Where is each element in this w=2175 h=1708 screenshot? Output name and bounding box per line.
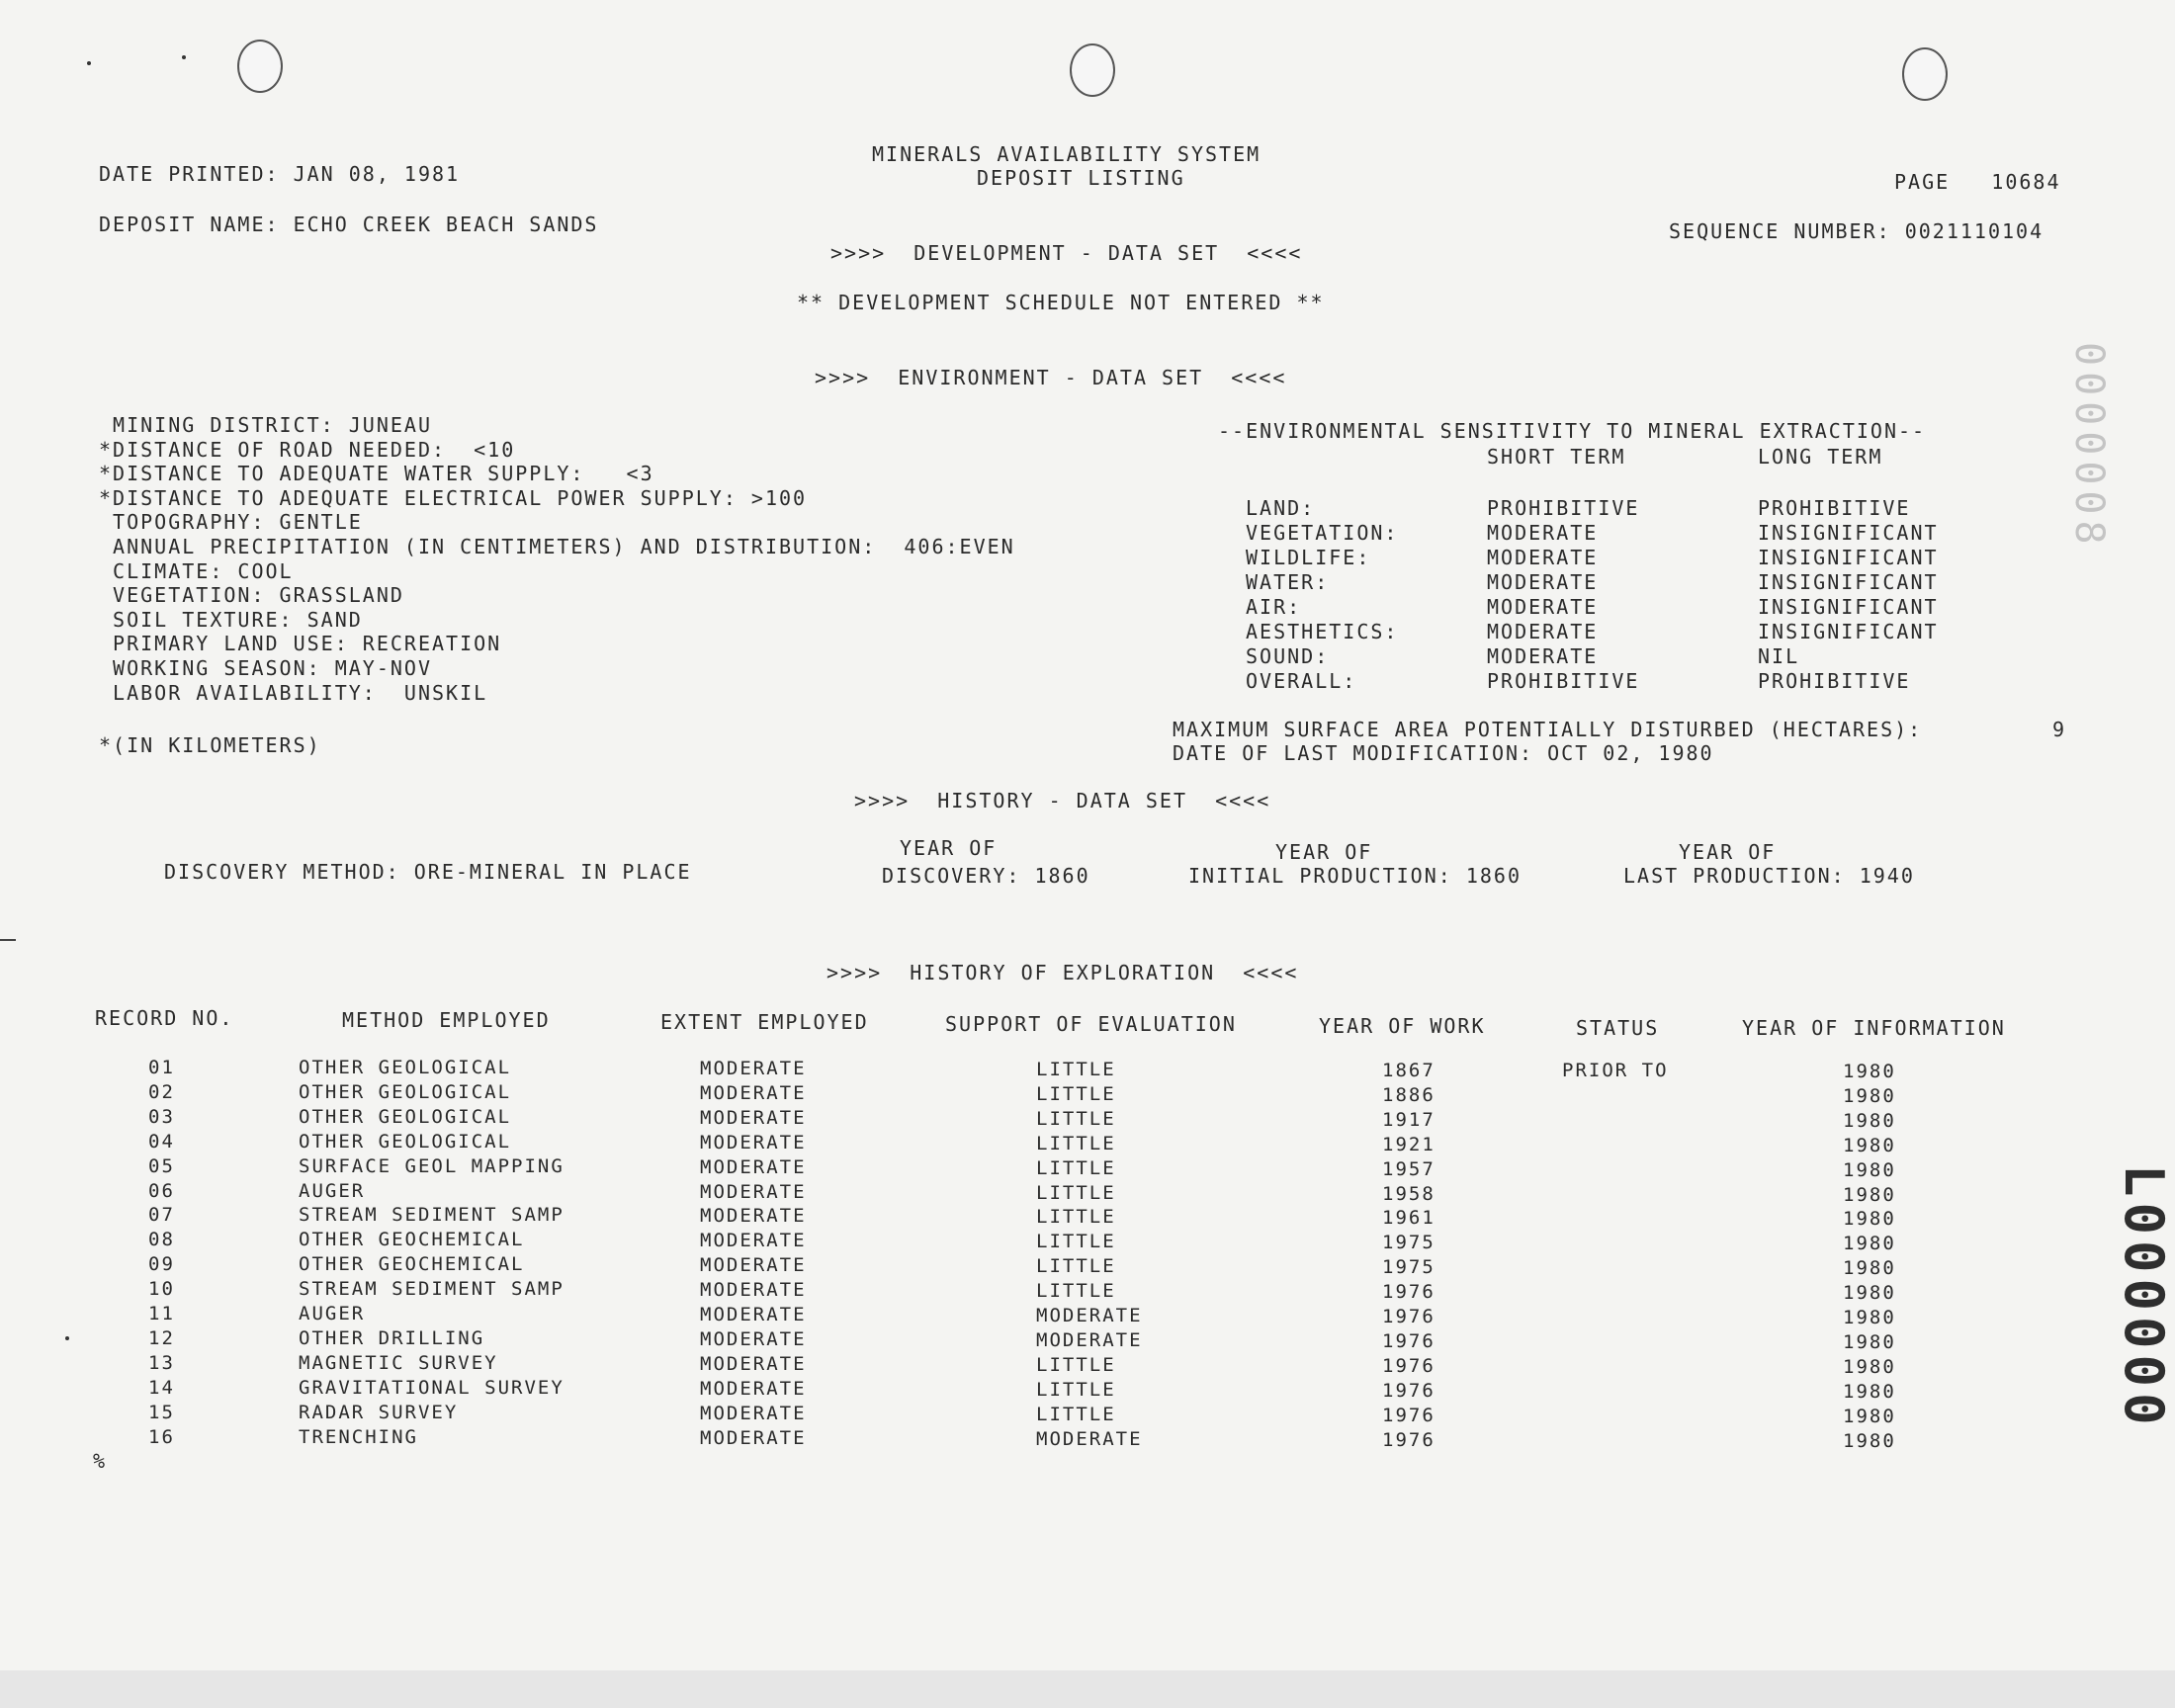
initial-year-label: YEAR OF xyxy=(1275,840,1373,864)
sensitivity-label: AESTHETICS: xyxy=(1246,620,1399,643)
record-no: 13 xyxy=(148,1351,175,1374)
binder-hole-right xyxy=(1902,47,1948,101)
sensitivity-long-term: PROHIBITIVE xyxy=(1758,496,1911,520)
record-no: 10 xyxy=(148,1278,175,1301)
ink-speck xyxy=(87,61,91,65)
extent-employed: MODERATE xyxy=(700,1352,807,1375)
col-method-employed: METHOD EMPLOYED xyxy=(342,1008,551,1032)
sensitivity-long-term: PROHIBITIVE xyxy=(1758,669,1911,693)
support-of-evaluation: LITTLE xyxy=(1036,1132,1116,1154)
year-of-work: 1917 xyxy=(1382,1108,1436,1131)
environment-line: TOPOGRAPHY: GENTLE xyxy=(99,510,363,535)
support-of-evaluation: LITTLE xyxy=(1036,1082,1116,1105)
record-no: 16 xyxy=(148,1425,175,1448)
year-of-information: 1980 xyxy=(1843,1282,1896,1305)
development-heading: >>>> DEVELOPMENT - DATA SET <<<< xyxy=(830,241,1303,265)
method-employed: STREAM SEDIMENT SAMP xyxy=(299,1204,565,1227)
extent-employed: MODERATE xyxy=(700,1205,807,1228)
year-of-work: 1976 xyxy=(1382,1428,1436,1451)
record-no: 12 xyxy=(148,1326,175,1349)
environment-line: WORKING SEASON: MAY-NOV xyxy=(99,656,432,680)
year-of-work: 1957 xyxy=(1382,1157,1436,1180)
system-title: MINERALS AVAILABILITY SYSTEM xyxy=(872,142,1262,166)
year-of-work: 1976 xyxy=(1382,1379,1436,1402)
year-of-information: 1980 xyxy=(1843,1257,1896,1280)
extent-employed: MODERATE xyxy=(700,1327,807,1350)
support-of-evaluation: MODERATE xyxy=(1036,1427,1143,1450)
year-of-information: 1980 xyxy=(1843,1109,1896,1132)
method-employed: OTHER GEOCHEMICAL xyxy=(299,1253,525,1276)
support-of-evaluation: LITTLE xyxy=(1036,1181,1116,1204)
record-no: 15 xyxy=(148,1401,175,1423)
sensitivity-label: WILDLIFE: xyxy=(1246,546,1371,569)
date-printed: DATE PRINTED: JAN 08, 1981 xyxy=(99,162,461,186)
environment-line: MINING DISTRICT: JUNEAU xyxy=(99,413,432,437)
initial-production-year: INITIAL PRODUCTION: 1860 xyxy=(1188,864,1522,888)
margin-tick xyxy=(0,939,16,941)
method-employed: RADAR SURVEY xyxy=(299,1401,459,1423)
year-of-work: 1976 xyxy=(1382,1354,1436,1377)
record-no: 01 xyxy=(148,1057,175,1078)
sensitivity-title: --ENVIRONMENTAL SENSITIVITY TO MINERAL EXTRACTION-- xyxy=(1218,419,1927,443)
kilometers-footnote: *(IN KILOMETERS) xyxy=(99,733,321,757)
sensitivity-long-term: INSIGNIFICANT xyxy=(1758,521,1939,545)
long-term-header: LONG TERM xyxy=(1758,445,1883,469)
year-of-work: 1921 xyxy=(1382,1133,1436,1155)
deposit-name: DEPOSIT NAME: ECHO CREEK BEACH SANDS xyxy=(99,213,599,236)
record-no: 04 xyxy=(148,1130,175,1153)
year-of-information: 1980 xyxy=(1843,1233,1896,1255)
sensitivity-short-term: MODERATE xyxy=(1487,644,1599,668)
support-of-evaluation: LITTLE xyxy=(1036,1378,1116,1401)
year-of-work: 1976 xyxy=(1382,1306,1436,1327)
support-of-evaluation: LITTLE xyxy=(1036,1156,1116,1179)
method-employed: OTHER GEOLOGICAL xyxy=(299,1130,512,1153)
record-no: 08 xyxy=(148,1229,175,1251)
year-of-information: 1980 xyxy=(1843,1307,1896,1328)
sensitivity-label: WATER: xyxy=(1246,570,1330,594)
extent-employed: MODERATE xyxy=(700,1230,807,1252)
sensitivity-short-term: MODERATE xyxy=(1487,570,1599,594)
extent-employed: MODERATE xyxy=(700,1155,807,1178)
support-of-evaluation: MODERATE xyxy=(1036,1305,1143,1326)
environment-line: ANNUAL PRECIPITATION (IN CENTIMETERS) AND DISTRIBUTION: 406:EVEN xyxy=(99,535,1015,558)
max-area-value: 9 xyxy=(2052,718,2067,741)
extent-employed: MODERATE xyxy=(700,1131,807,1153)
support-of-evaluation: LITTLE xyxy=(1036,1059,1116,1080)
extent-employed: MODERATE xyxy=(700,1254,807,1277)
environment-line: *DISTANCE OF ROAD NEEDED: <10 xyxy=(99,437,516,462)
record-no: 11 xyxy=(148,1303,175,1324)
method-employed: TRENCHING xyxy=(299,1425,418,1448)
sensitivity-label: OVERALL: xyxy=(1246,669,1357,693)
environment-line: CLIMATE: COOL xyxy=(99,558,294,583)
end-of-listing-mark: % xyxy=(93,1449,108,1473)
record-no: 02 xyxy=(148,1080,175,1103)
sensitivity-long-term: INSIGNIFICANT xyxy=(1758,546,1939,569)
year-of-information: 1980 xyxy=(1843,1084,1896,1107)
method-employed: OTHER GEOLOGICAL xyxy=(299,1105,512,1128)
status: PRIOR TO xyxy=(1562,1060,1669,1081)
sensitivity-label: AIR: xyxy=(1246,595,1302,619)
sensitivity-long-term: NIL xyxy=(1758,644,1800,668)
exploration-heading: >>>> HISTORY OF EXPLORATION <<<< xyxy=(826,961,1299,984)
record-no: 03 xyxy=(148,1105,175,1128)
year-of-work: 1975 xyxy=(1382,1256,1436,1279)
year-of-work: 1975 xyxy=(1382,1232,1436,1254)
method-employed: SURFACE GEOL MAPPING xyxy=(299,1154,565,1177)
year-of-information: 1980 xyxy=(1843,1330,1896,1353)
method-employed: GRAVITATIONAL SURVEY xyxy=(299,1376,565,1399)
col-year-of-work: YEAR OF WORK xyxy=(1319,1014,1486,1038)
sensitivity-short-term: MODERATE xyxy=(1487,546,1599,569)
method-employed: AUGER xyxy=(299,1179,366,1202)
col-support-of-evaluation: SUPPORT OF EVALUATION xyxy=(945,1012,1237,1036)
support-of-evaluation: LITTLE xyxy=(1036,1280,1116,1303)
year-of-information: 1980 xyxy=(1843,1208,1896,1231)
year-of-information: 1980 xyxy=(1843,1429,1896,1452)
year-of-work: 1867 xyxy=(1382,1060,1436,1081)
sensitivity-long-term: INSIGNIFICANT xyxy=(1758,570,1939,594)
method-employed: AUGER xyxy=(299,1303,366,1324)
col-record-no: RECORD NO. xyxy=(95,1006,234,1030)
extent-employed: MODERATE xyxy=(700,1058,807,1079)
extent-employed: MODERATE xyxy=(700,1377,807,1400)
sensitivity-short-term: PROHIBITIVE xyxy=(1487,496,1640,520)
discovery-year-label: YEAR OF xyxy=(900,836,998,860)
year-of-information: 1980 xyxy=(1843,1405,1896,1427)
sensitivity-short-term: MODERATE xyxy=(1487,521,1599,545)
extent-employed: MODERATE xyxy=(700,1279,807,1302)
method-employed: OTHER GEOLOGICAL xyxy=(299,1057,512,1078)
support-of-evaluation: MODERATE xyxy=(1036,1328,1143,1351)
col-extent-employed: EXTENT EMPLOYED xyxy=(660,1010,869,1034)
support-of-evaluation: LITTLE xyxy=(1036,1353,1116,1376)
discovery-method: DISCOVERY METHOD: ORE-MINERAL IN PLACE xyxy=(164,860,692,884)
extent-employed: MODERATE xyxy=(700,1402,807,1424)
extent-employed: MODERATE xyxy=(700,1304,807,1325)
binder-hole-center xyxy=(1070,43,1115,97)
record-no: 05 xyxy=(148,1154,175,1177)
binder-hole-left xyxy=(237,40,283,93)
record-no: 14 xyxy=(148,1376,175,1399)
history-heading: >>>> HISTORY - DATA SET <<<< xyxy=(854,789,1271,812)
last-production-year: LAST PRODUCTION: 1940 xyxy=(1623,864,1915,888)
method-employed: OTHER GEOCHEMICAL xyxy=(299,1229,525,1251)
page-number: PAGE 10684 xyxy=(1894,170,2061,194)
max-area-label: MAXIMUM SURFACE AREA POTENTIALLY DISTURBED (HECTARES): xyxy=(1173,718,1923,741)
record-no: 09 xyxy=(148,1253,175,1276)
environment-line: *DISTANCE TO ADEQUATE WATER SUPPLY: <3 xyxy=(99,462,654,486)
col-status: STATUS xyxy=(1576,1016,1660,1040)
margin-stamp-bottom: L000000 xyxy=(2113,1164,2175,1431)
discovery-year: DISCOVERY: 1860 xyxy=(882,864,1090,888)
support-of-evaluation: LITTLE xyxy=(1036,1107,1116,1130)
ink-speck xyxy=(65,1336,69,1340)
last-year-label: YEAR OF xyxy=(1679,840,1777,864)
year-of-work: 1976 xyxy=(1382,1281,1436,1304)
support-of-evaluation: LITTLE xyxy=(1036,1255,1116,1278)
environment-line: VEGETATION: GRASSLAND xyxy=(99,583,404,608)
extent-employed: MODERATE xyxy=(700,1180,807,1203)
ink-speck xyxy=(182,55,186,59)
margin-stamp-top: 0000008 xyxy=(2066,342,2112,551)
col-year-of-information: YEAR OF INFORMATION xyxy=(1742,1016,2006,1040)
short-term-header: SHORT TERM xyxy=(1487,445,1626,469)
year-of-information: 1980 xyxy=(1843,1061,1896,1082)
sensitivity-label: LAND: xyxy=(1246,496,1316,520)
sensitivity-label: VEGETATION: xyxy=(1246,521,1399,545)
support-of-evaluation: LITTLE xyxy=(1036,1231,1116,1253)
environment-line: LABOR AVAILABILITY: UNSKIL xyxy=(99,680,488,705)
record-no: 07 xyxy=(148,1204,175,1227)
environment-line: SOIL TEXTURE: SAND xyxy=(99,607,363,632)
environment-line: *DISTANCE TO ADEQUATE ELECTRICAL POWER SUPPLY: >100 xyxy=(99,485,808,510)
method-employed: STREAM SEDIMENT SAMP xyxy=(299,1278,565,1301)
sequence-number: SEQUENCE NUMBER: 0021110104 xyxy=(1669,219,2044,243)
extent-employed: MODERATE xyxy=(700,1426,807,1449)
extent-employed: MODERATE xyxy=(700,1081,807,1104)
page-bottom-shadow xyxy=(0,1670,2175,1708)
year-of-information: 1980 xyxy=(1843,1134,1896,1156)
year-of-work: 1976 xyxy=(1382,1404,1436,1426)
last-modification: DATE OF LAST MODIFICATION: OCT 02, 1980 xyxy=(1173,741,1714,765)
year-of-information: 1980 xyxy=(1843,1355,1896,1378)
method-employed: OTHER GEOLOGICAL xyxy=(299,1080,512,1103)
year-of-information: 1980 xyxy=(1843,1380,1896,1403)
environment-heading: >>>> ENVIRONMENT - DATA SET <<<< xyxy=(815,366,1287,389)
support-of-evaluation: LITTLE xyxy=(1036,1206,1116,1229)
sensitivity-long-term: INSIGNIFICANT xyxy=(1758,595,1939,619)
sensitivity-short-term: MODERATE xyxy=(1487,595,1599,619)
year-of-work: 1976 xyxy=(1382,1329,1436,1352)
year-of-information: 1980 xyxy=(1843,1183,1896,1206)
support-of-evaluation: LITTLE xyxy=(1036,1403,1116,1425)
year-of-information: 1980 xyxy=(1843,1158,1896,1181)
year-of-work: 1886 xyxy=(1382,1083,1436,1106)
sensitivity-short-term: MODERATE xyxy=(1487,620,1599,643)
sensitivity-short-term: PROHIBITIVE xyxy=(1487,669,1640,693)
development-note: ** DEVELOPMENT SCHEDULE NOT ENTERED ** xyxy=(797,291,1325,314)
method-employed: MAGNETIC SURVEY xyxy=(299,1351,498,1374)
sensitivity-label: SOUND: xyxy=(1246,644,1330,668)
environment-line: PRIMARY LAND USE: RECREATION xyxy=(99,632,502,656)
method-employed: OTHER DRILLING xyxy=(299,1326,485,1349)
extent-employed: MODERATE xyxy=(700,1106,807,1129)
year-of-work: 1958 xyxy=(1382,1182,1436,1205)
year-of-work: 1961 xyxy=(1382,1207,1436,1230)
report-subtitle: DEPOSIT LISTING xyxy=(977,166,1185,190)
record-no: 06 xyxy=(148,1179,175,1202)
sensitivity-long-term: INSIGNIFICANT xyxy=(1758,620,1939,643)
